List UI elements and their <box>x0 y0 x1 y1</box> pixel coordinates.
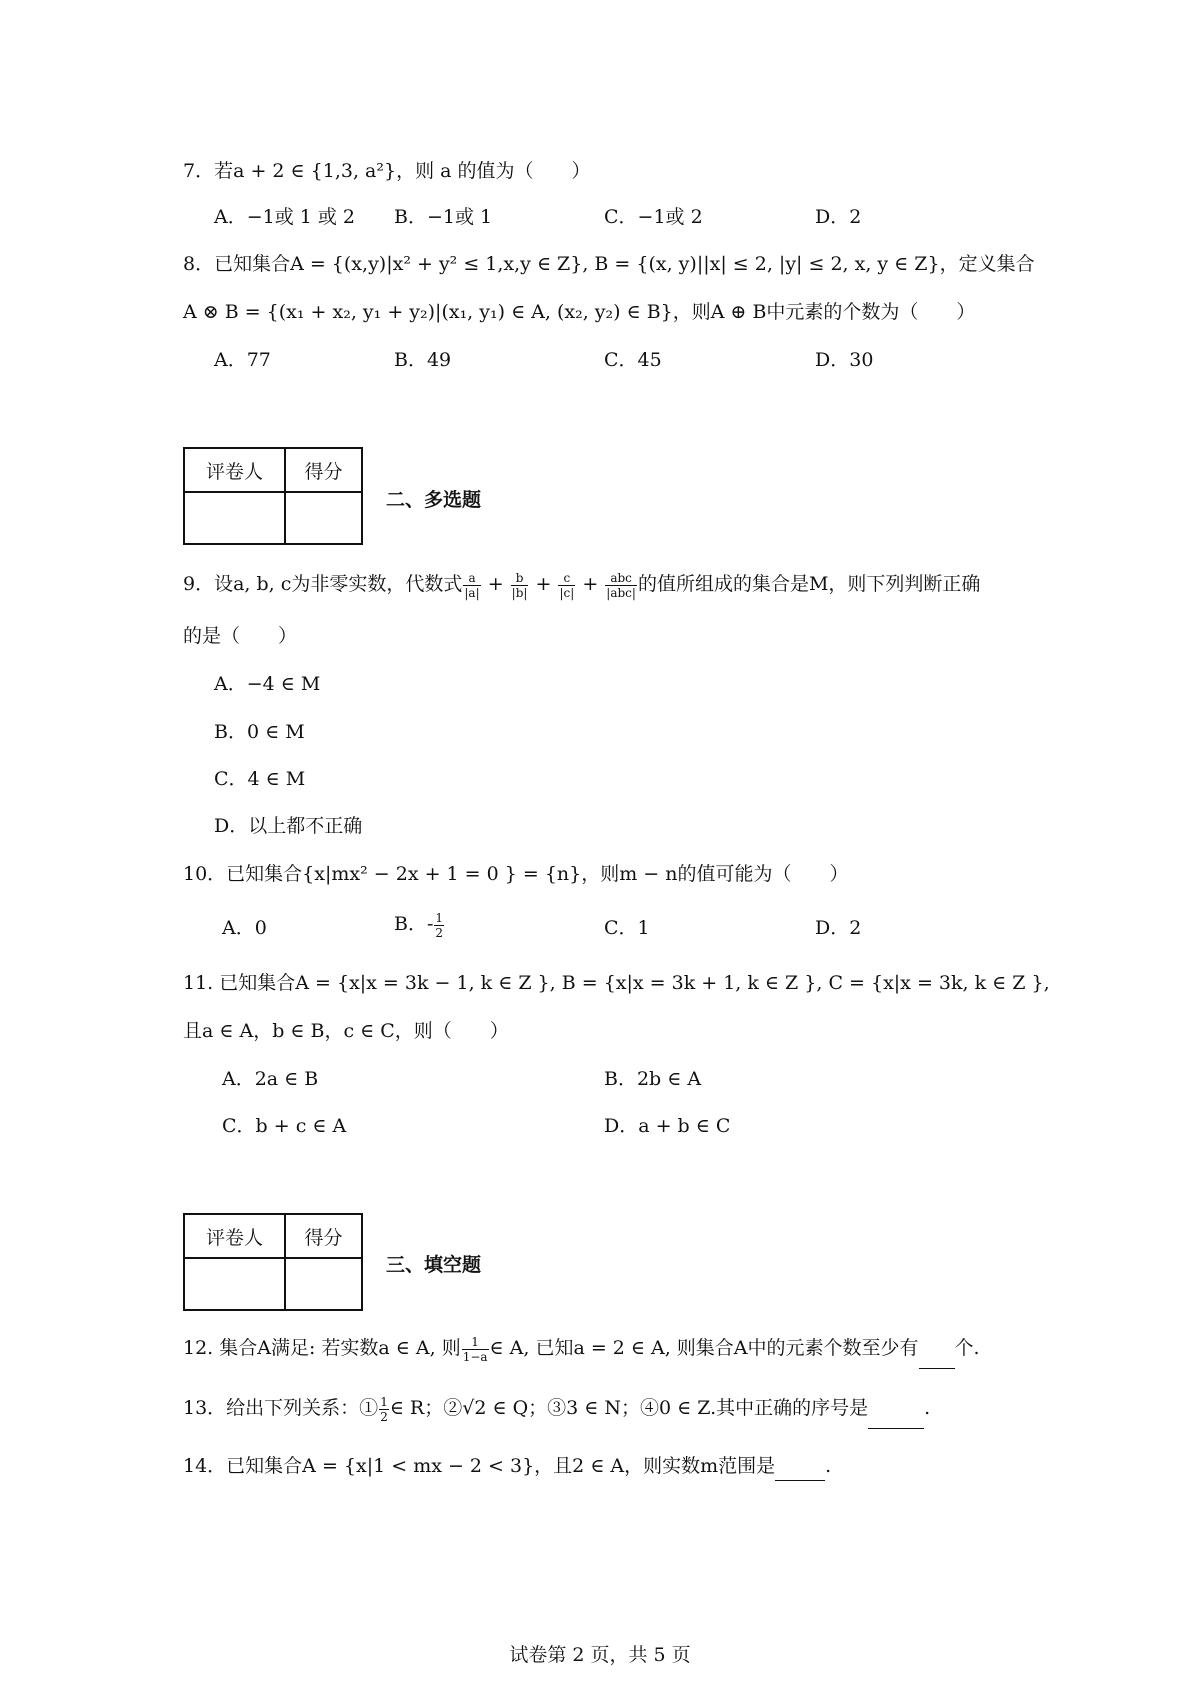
page-footer: 试卷第 2 页，共 5 页 <box>509 1644 691 1666</box>
section3-title: 三、填空题 <box>386 1254 482 1276</box>
q8-option-b: B．49 <box>394 349 452 371</box>
q11-option-b: B．2b ∈ A <box>604 1068 702 1090</box>
q10-stem: 10．已知集合{x|mx² − 2x + 1 = 0 } = {n}，则m − n的值可能为（ ） <box>183 863 849 885</box>
q8-stem-line2: A ⊗ B = {(x₁ + x₂, y₁ + y₂)|(x₁, y₁) ∈ A, (x₂, y₂) ∈ B}，则A ⊕ B中元素的个数为（ ） <box>183 301 976 323</box>
score-label: 得分 <box>304 461 343 483</box>
q10-fraction-half: $\frac{1}{2}$ <box>435 910 444 940</box>
q9-option-b: B．0 ∈ M <box>214 721 305 743</box>
section3-score-box <box>183 1213 363 1311</box>
q7-option-d: D．2 <box>815 206 862 228</box>
q9-fraction-a: $\frac{a}{|a|}$ <box>464 570 480 600</box>
q8-stem-line1: 8．已知集合A = {(x,y)|x² + y² ≤ 1,x,y ∈ Z}, B = {(x, y)||x| ≤ 2, |y| ≤ 2, x, y ∈ Z}，定义集合 <box>183 253 1035 275</box>
q12-answer-blank[interactable] <box>919 1328 955 1369</box>
q11-option-a: A．2a ∈ B <box>222 1068 319 1090</box>
q9-stem-line2: 的是（ ） <box>183 625 298 647</box>
section2-title: 二、多选题 <box>386 489 482 511</box>
q11-stem-line2: 且a ∈ A，b ∈ B，c ∈ C，则（ ） <box>183 1020 509 1042</box>
q9-suffix: 的值所组成的集合是M，则下列判断正确 <box>637 573 981 595</box>
q9-fraction-c: $\frac{c}{|c|}$ <box>559 570 575 600</box>
section2-score-box <box>183 447 363 545</box>
plus-sign: + <box>487 573 504 595</box>
q14-stem: 14．已知集合A = {x|1 < mx − 2 < 3}，且2 ∈ A，则实数m范围是 . <box>183 1452 831 1481</box>
q11-stem-line1: 11. 已知集合A = {x|x = 3k − 1, k ∈ Z }, B = {x|x = 3k + 1, k ∈ Z }, C = {x|x = 3k, k ∈ Z }, <box>183 972 1050 994</box>
plus-sign: + <box>582 573 599 595</box>
q9-option-a: A．−4 ∈ M <box>214 673 321 695</box>
q13-fraction: $\frac{1}{2}$ <box>380 1394 388 1424</box>
q10-option-d: D．2 <box>815 917 862 939</box>
q11-option-d: D．a + b ∈ C <box>604 1115 731 1137</box>
grader-label: 评卷人 <box>205 461 263 483</box>
q8-option-a: A．77 <box>214 349 271 371</box>
q7-option-a: A．−1或 1 或 2 <box>214 206 356 228</box>
q9-option-c: C．4 ∈ M <box>214 768 306 790</box>
plus-sign: + <box>535 573 552 595</box>
q8-option-c: C．45 <box>604 349 662 371</box>
q7-option-c: C．−1或 2 <box>604 206 703 228</box>
q12-stem: 12. 集合A满足: 若实数a ∈ A, 则 $\frac{1}{1-a}$ ∈ A, 已知a = 2 ∈ A, 则集合A中的元素个数至少有 个. <box>183 1328 980 1369</box>
grader-label: 评卷人 <box>205 1227 263 1249</box>
q14-answer-blank[interactable] <box>775 1452 825 1481</box>
q7-stem: 7．若a + 2 ∈ {1,3, a²}，则 a 的值为（ ） <box>183 160 591 182</box>
q11-option-c: C．b + c ∈ A <box>222 1115 347 1137</box>
q12-fraction: $\frac{1}{1-a}$ <box>462 1334 488 1364</box>
q9-fraction-abc: $\frac{\text{abc}}{\text{|abc|}}$ <box>606 570 636 600</box>
q9-stem-line1 <box>183 564 980 604</box>
q10-option-c: C．1 <box>604 917 650 939</box>
q10-option-a: A．0 <box>222 917 267 939</box>
q8-option-d: D．30 <box>815 349 874 371</box>
q10-option-b: B．- $\frac{1}{2}$ <box>394 910 444 940</box>
q13-stem: 13．给出下列关系：① $\frac{1}{2}$ ∈ R；②√2 ∈ Q；③3 ∈ N；④0 ∈ Z.其中正确的序号是 . <box>183 1388 930 1429</box>
q13-answer-blank[interactable] <box>868 1388 924 1429</box>
q7-option-b: B．−1或 1 <box>394 206 493 228</box>
score-label: 得分 <box>304 1227 343 1249</box>
q9-option-d: D．以上都不正确 <box>214 815 363 837</box>
q9-prefix: 9．设a, b, c为非零实数，代数式 <box>183 573 463 595</box>
q9-fraction-b: $\frac{b}{|b|}$ <box>511 570 528 600</box>
